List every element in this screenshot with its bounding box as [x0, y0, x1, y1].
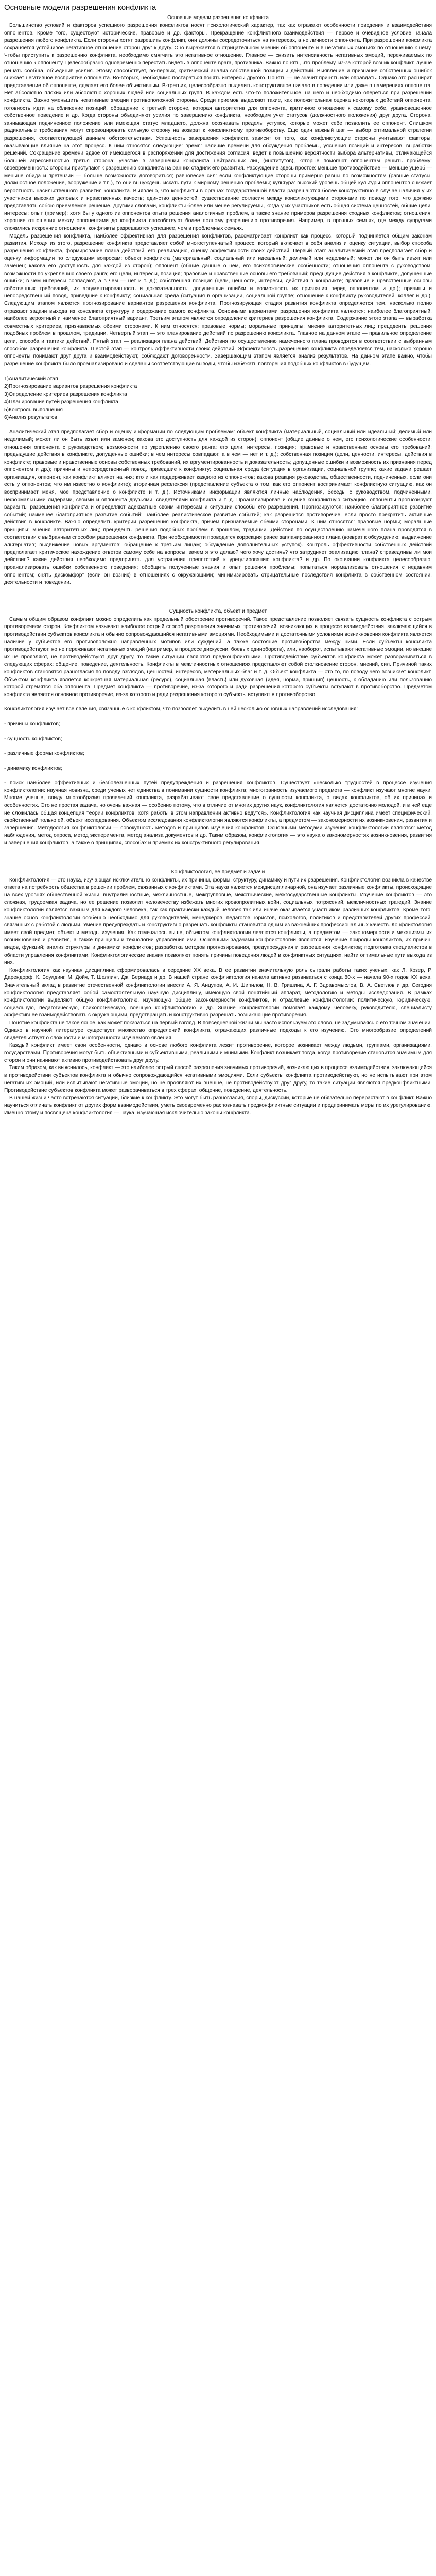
bullet-item-3: - различные формы конфликтов;	[4, 751, 84, 757]
section3-paragraph-4: Каждый конфликт имеет свои особенности, однако в основе любого конфликта лежит противоречие, которое возникает между людьми, группами, организациями, государствами. Противоречия могут быть объективными и субъективными, реальными и мнимыми. Конфликт возникает тогда, когда противоречие становится значимым для сторон и они начинают активно противодействовать друг другу.	[4, 1042, 432, 1063]
section3-paragraph-5: Таким образом, как выяснилось, конфликт — это наиболее острый способ разрешения значимых противоречий, возникающих в процессе взаимодействия, заключающийся в противодействии субъектов конфликта и обычно сопровождающийся негативными эмоциями. Если субъекты конфликта противодействуют, но не испытывают при этом негативных эмоций, или испытывают негативные эмоции, но не проявляют их внешне, не противодействуют друг другу, то такие ситуации являются предконфликтными. Противодействие субъектов конфликта может разворачиваться в трех сферах: общение, поведение, деятельность.	[4, 1065, 432, 1094]
section3-paragraph-2: Конфликтология как научная дисциплина сформировалась в середине XX века. В ее развитии значительную роль сыграли работы таких ученых, как Л. Козер, Р. Дарендорф, К. Боулдинг, М. Дойч, Т. Шеллинг, Дж. Бернард и др. В нашей стране конфликтология начала активно развиваться с конца 80-х — начала 90-х годов XX века. Значительный вклад в развитие отечественной конфликтологии внесли А. Я. Анцупов, А. И. Шипилов, Н. В. Гришина, А. Г. Здравомыслов, В. А. Светлов и др. Сегодня конфликтология представляет собой самостоятельную научную дисциплину, имеющую свой понятийный аппарат, методологию и методы исследования. В рамках конфликтологии выделяют общую конфликтологию, изучающую общие закономерности конфликтов, и отраслевые конфликтологии: политическую, юридическую, социальную, педагогическую, психологическую, военную конфликтологию и др. Знание конфликтологии помогает каждому человеку, руководителю, специалисту эффективнее взаимодействовать с окружающими, предотвращать и конструктивно разрешать возникающие противоречия.	[4, 967, 432, 1019]
section2-intro: Конфликтология изучает все явления, связанные с конфликтом, что позволяет выделить в ней несколько основных направлений исследования:	[4, 706, 358, 713]
bullet-item-2: - сущность конфликтов;	[4, 736, 62, 742]
steps-list	[4, 375, 432, 421]
step-item-5: 5)Контроль выполнения	[4, 407, 63, 413]
bullet-item-4: - динамику конфликтов;	[4, 765, 63, 771]
step-item-6: 6)Анализ результатов	[4, 415, 57, 421]
bullet-item-5: - поиск наиболее эффективных и безболезненных путей предупреждения и разрешения конфликтов. Существует «несколько трудностей в процессе изучения конфликтологии: научная новизна, среди ученых нет единства в понимании сущности конфликта; многогранность изучаемого предмета — конфликт изучают многие науки. Многие ученые, ввиду многообразия проявлений конфликта, разрабатывают свое представление о сущности конфликта, о видах конфликтов, об их причинах и особенностях. Это не простая задача, но очень важная — особенно потому, что в отличие от многих других наук, конфликтология является достаточно молодой, и в ней еще не сложилась общая концепция теории конфликтов, хотя работы в этом направлении активно ведутся». Конфликтология как научная дисциплина имеет специфический, свойственный только ей, объект исследования. Объектом исследования конфликтологии являются конфликты, а предметом — закономерности их возникновения, развития и завершения. Методология конфликтологии — совокупность методов и принципов изучения конфликтов. Основными методами изучения конфликтологии являются: метод наблюдения, метод опроса, метод эксперимента, метод анализа документов и др. Таким образом, конфликтология — это наука о закономерностях возникновения, развития и завершения конфликтов, а также о принципах, способах и приемах их конструктивного регулирования.	[4, 780, 432, 846]
step-item-3: 3)Определение критериев разрешения конфликта	[4, 392, 127, 398]
step-item-1: 1)Аналитический этап	[4, 376, 58, 382]
step-item-2: 2)Прогнозирование вариантов разрешения конфликта	[4, 384, 137, 390]
section1-paragraph-3: Аналитический этап предполагает сбор и оценку информации по следующим проблемам: объект конфликта (материальный, социальный или идеальный; делимый или неделимый; может ли он быть изъят или заменен; какова его доступность для каждой из сторон); оппонент (общие данные о нем, его психологические особенности; отношения оппонента с руководством; возможности по укреплению своего ранга; его цели, интересы, позиция; правовые и нравственные основы его требований; предыдущие действия в конфликте, допущенные ошибки; в чем интересы совпадают, а в чем — нет и т. д.); собственная позиция (цели, ценности, интересы, действия в конфликте; правовые и нравственные основы собственных требований, их аргументированность и доказательность; допущенные ошибки и возможность их признания перед оппонентом и др.); причины и непосредственный повод, приведшие к конфликту; социальная среда (ситуация в организации, социальной группе; какие задачи решает организация, оппонент, как конфликт влияет на них; кто и как поддерживает каждого из оппонентов; какова реакция руководства, общественности, подчиненных, если они есть у оппонентов; что им известно о конфликте); вторичная рефлексия (представление субъекта о том, как его оппонент воспринимает конфликтную ситуацию, как он воспринимает меня, мое представление о конфликте и т. д.). Источниками информации являются личные наблюдения, беседы с руководством, подчиненными, неформальными лидерами, своими и оппонента друзьями, свидетелями конфликта и т. д. Проанализировав и оценив конфликтную ситуацию, оппоненты прогнозируют варианты разрешения конфликта и определяют адекватные своим интересам и ситуации способы его разрешения. Прогнозируются: наиболее благоприятное развитие событий; наименее благоприятное развитие событий; наиболее реалистическое развитие событий; как разрешится противоречие, если просто прекратить активные действия в конфликте. Важно определить критерии разрешения конфликта, причем признаваемые обеими сторонами. К ним относятся: правовые нормы; моральные принципы; мнения авторитетных лиц; прецеденты решения подобных проблем в прошлом, традиции. Действия по осуществлению намеченного плана проводятся в соответствии с выбранным способом разрешения конфликта. При необходимости проводится коррекция ранее запланированного плана (возврат к обсуждению; выдвижение альтернатив; выдвижение новых аргументов; обращение к третьим лицам; обсуждение дополнительных уступок). Контроль эффективности собственных действий предполагает критическое нахождение ответов самому себе на вопросы: зачем я это делаю? чего хочу достичь? что затрудняет реализацию плана? справедливы ли мои действия? какие действия необходимо предпринять для устранения препятствий к урегулированию конфликта? и др. По окончании конфликта целесообразно: проанализировать ошибки собственного поведения; обобщить полученные знания и опыт решения проблемы; попытаться нормализовать отношения с недавним оппонентом; снять дискомфорт (если он возник) в отношениях с окружающими; минимизировать отрицательные последствия конфликта в собственном состоянии, деятельности и поведении.	[4, 429, 432, 586]
section1-paragraph-1: Большинство условий и факторов успешного разрешения конфликтов носят психологический характер, так как отражают особенности поведения и взаимодействия оппонентов. Кроме того, существуют исторические, правовые и др. факторы. Прекращение конфликтного взаимодействия — первое и очевидное условие начала разрешения любого конфликта. Если стороны хотят разрешить конфликт, они должны сосредоточиться на интересах, а не личности оппонента. При разрешении конфликта сохраняется устойчивое негативное отношение сторон друг к другу. Оно выражается в отрицательном мнении об оппоненте и в негативных эмоциях по отношению к нему. Чтобы приступить к разрешению конфликта, необходимо смягчить это негативное отношение. Главное — снизить интенсивность негативных эмоций, переживаемых по отношению к оппоненту. Целесообразно одновременно перестать видеть в оппоненте врага, противника. Важно понять, что проблему, из-за которой возник конфликт, лучше решать сообща, объединив усилия. Этому способствует, во-первых, критический анализ собственной позиции и действий. Выявление и признание собственных ошибок снижает негативное восприятие оппонента. Во-вторых, необходимо постараться понять интересы другого. Понять — не значит принять или оправдать. Однако это расширит представление об оппоненте, сделает его более объективным. В-третьих, целесообразно выделить конструктивное начало в поведении или даже в намерениях оппонента. Нет абсолютно плохих или абсолютно хороших людей или социальных групп. В каждом есть что-то положительное, на него и необходимо опереться при разрешении конфликта. Важно уменьшить негативные эмоции противоположной стороны. Среди приемов выделяют такие, как положительная оценка некоторых действий оппонента, готовность идти на сближение позиций, обращение к третьей стороне, которая авторитетна для оппонента, критичное отношение к самому себе, уравновешенное собственное поведение и др. Когда стороны объединяют усилия по завершению конфликта, необходим учет статусов (должностного положения) друг друга. Сторона, занимающая подчиненное положение или имеющая статус младшего, должна осознавать пределы уступок, которые может себе позволить ее оппонент. Слишком радикальные требования могут спровоцировать сильную сторону на возврат к конфликтному противоборству. Еще один важный шаг — выбор оптимальной стратегии разрешения, соответствующей данным обстоятельствам. Успешность завершения конфликта зависит от того, как конфликтующие стороны учитывают факторы, оказывающие влияние на этот процесс. К ним относятся следующие: время: наличие времени для обсуждения проблемы, уяснения позиций и интересов, выработки решений. Сокращение времени вдвое от имеющегося в распоряжении для достижения согласия, ведет к повышению вероятности выбора альтернативы, отличающейся большей агрессивностью третья сторона: участие в завершении конфликта нейтральных лиц (институтов), которые помогают оппонентам решить проблему; своевременность: стороны приступают к разрешению конфликта на ранних стадиях его развития. Рассуждение здесь простое: меньше противодействие — меньше ущерб — меньше обида и претензии — больше возможности договориться; равновесие сил: если конфликтующие стороны примерно равны по возможностям (равные статусы, должностное положение, вооружение и т.п.), то они вынуждены искать пути к мирному решению проблемы; культура: высокий уровень общей культуры оппонентов снижает вероятность насильственного развития конфликта. Выявлено, что конфликты в органах государственной власти разрешаются более конструктивно в случае наличия у их участников высоких деловых и нравственных качеств; единство ценностей: существование согласия между конфликтующими сторонами по поводу того, что должно представлять собою приемлемое решение. Другими словами, конфликты более или менее регулируемы, когда у их участников есть общая система ценностей, общие цели, интересы; опыт (пример): хотя бы у одного из оппонентов опыта решения аналогичных проблем, а также знание примеров разрешения сходных конфликтов; отношения: хорошие отношения между оппонентами до конфликта способствуют более полному разрешению противоречия. Например, в прочных семьях, где между супругами сложились искренние отношения, конфликты разрешаются успешнее, чем в проблемных семьях.	[4, 23, 432, 232]
page-title: Основные модели разрешения конфликта	[4, 3, 156, 12]
section3-paragraph-6: В нашей жизни часто встречаются ситуации, близкие к конфликту. Это могут быть разногласия, споры, дискуссии, которые не обязательно перерастают в конфликт. Важно научиться отличать конфликт от других форм взаимодействия, уметь своевременно распознавать предконфликтные ситуации и предпринимать меры по их урегулированию. Именно этому и посвящена конфликтология — наука, изучающая исключительно законы конфликта.	[4, 1095, 432, 1116]
step-item-4: 4)Планирование путей разрешения конфликта	[4, 399, 118, 405]
section1-subtitle: Основные модели разрешения конфликта	[167, 15, 269, 21]
bullet-item-1: - причины конфликтов;	[4, 721, 60, 727]
document-page	[0, 0, 436, 1117]
section2-title: Сущность конфликта, объект и предмет	[169, 608, 267, 614]
section3-title: Конфликтология, ее предмет и задачи	[171, 869, 265, 875]
section3-paragraph-1: Конфликтология — это наука, изучающая исключительно конфликты, их причины, формы, структуру, динамику и пути их разрешения. Конфликтология возникла в качестве ответа на потребность общества в решении проблем, связанных с конфликтами. Эта наука является междисциплинарной, она изучает различные конфликты, происходящие на всех уровнях общественной жизни: внутриличностные, межличностные, межгрупповые, межэтнические, межгосударственные конфликты. Изучение конфликтов — это сложная, трудоемкая задача, но ее решение позволит человечеству избежать многих кровопролитных войн, социальных потрясений, межличностных трагедий. Знание конфликтологии является важным для каждого человека, так как практически каждый человек так или иначе оказывается участником различных конфликтов. Кроме того, знание основ конфликтологии особенно необходимо для руководителей, менеджеров, педагогов, юристов, психологов, политиков и представителей других профессий, связанных с работой с людьми. Умение предупреждать и конструктивно разрешать конфликты становится одним из важнейших профессиональных качеств. Конфликтология имеет свой предмет, объект и методы изучения. Как отмечалось выше, объектом конфликтологии являются конфликты, а предметом — закономерности и механизмы их возникновения и развития, а также принципы и технологии управления ими. Основными задачами конфликтологии являются: изучение природы конфликтов, их причин, видов, функций; анализ структуры и динамики конфликтов; разработка методов прогнозирования, предупреждения и разрешения конфликтов; подготовка специалистов в области управления конфликтами. Конфликтологические знания позволяют понять причины поведения людей в конфликтных ситуациях, найти оптимальные пути выхода из них.	[4, 877, 432, 966]
section2-paragraph-1: Самым общим образом конфликт можно определить как предельный обострение противоречий. Такое представление позволяет связать сущность конфликта с острым противоречием сторон. Конфликтом называют наиболее острый способ разрешения значимых противоречий, возникающих в процессе взаимодействия, заключающийся в противодействии субъектов конфликта и обычно сопровождающийся негативными эмоциями. Необходимыми и достаточными условиями возникновения конфликта является наличие у субъектов его противоположно направленных мотивов или суждений, а также состояние противоборства между ними. Если субъекты конфликта противодействуют, но не переживают негативных эмоций (например, в процессе дискуссии, боевых единоборств), или, наоборот, испытывают негативные эмоции, но внешне их не проявляют, не противодействуют друг другу, то такие ситуации являются предконфликтными. Противодействие субъектов конфликта может разворачиваться в следующих сферах: общение, поведение, деятельность. Конфликты в межличностных отношениях представляют собой столкновение сторон, мнений, сил. Причиной таких конфликтов становятся разногласия по поводу взглядов, ценностей, интересов, материальных благ и т. д. Объект конфликта — это то, по поводу чего возникает конфликт. Объектом конфликта является конкретная материальная (ресурс), социальная (власть) или духовная (идея, норма, принцип) ценность, к обладанию или пользованию которой стремятся оба оппонента. Предмет конфликта — противоречие, из-за которого и ради разрешения которого субъекты вступают в противоборство. Предметом конфликта является основное противоречие, из-за которого и ради разрешения которого субъекты вступают в противоборство.	[4, 616, 432, 698]
section1-paragraph-2: Модель разрешения конфликта, наиболее эффективная для разрешения конфликтов, рассматривает конфликт как процесс, который подчиняется общим законам развития. Исходя из этого, разрешение конфликта представляет собой многоступенчатый процесс, который включает в себя анализ и оценку ситуации, выбор способа разрешения конфликта, формирование плана действий, его реализацию, оценку эффективности своих действий. Первый этап: аналитический этап предполагает сбор и оценку информации по следующим вопросам: объект конфликта (материальный, социальный или идеальный; делимый или неделимый; может ли он быть изъят или заменен; какова его доступность для каждой из сторон); оппонент (общие данные о нем, его психологические особенности; отношения оппонента с руководством; возможности по укреплению своего ранга; его цели, интересы, позиция; правовые и нравственные основы его требований; предыдущие действия в конфликте, допущенные ошибки; в чем интересы совпадают, а в чем — нет и т. д.); собственная позиция (цели, ценности, интересы, действия в конфликте; правовые и нравственные основы собственных требований, их аргументированность и доказательность; допущенные ошибки и возможность их признания перед оппонентом и др.); причины и непосредственный повод, приведшие к конфликту; социальная среда (ситуация в организации, социальной группе; отношение к конфликту руководителей, коллег и др.). Следующим этапом является прогнозирование вариантов разрешения конфликта. Прогнозирующая стадия развития конфликта определяется тем, насколько полно отражают задачи выхода из конфликта структуру и содержание самого конфликта. Основными вариантами разрешения конфликта являются: наиболее благоприятный, наиболее вероятный и наименее благоприятный вариант. Третьим этапом является определение критериев разрешения конфликта. Содержание этого этапа — выработка совместных критериев, признаваемых обеими сторонами. К ним относятся: правовые нормы; моральные принципы; мнения авторитетных лиц; прецеденты решения подобных проблем в прошлом, традиции. Четвертый этап — это планирование действий по разрешению конфликта. Главное на данном этапе — правильное определение цели, способа и тактики действий. Пятый этап — реализация плана действий. Действия по осуществлению намеченного плана проводятся в соответствии с выбранным способом разрешения конфликта. Шестой этап — контроль эффективности своих действий. Эффективность разрешения конфликта определяется тем, насколько хорошо оппоненты понимают друг друга и взаимодействуют, соблюдают договоренности. Завершающим этапом является анализ результатов. На данном этапе важно, чтобы разрешение конфликта было проанализировано и сделаны соответствующие выводы, чтобы избежать повторения подобных конфликтов в будущем.	[4, 233, 432, 367]
section3-paragraph-3: Понятие конфликта не такое ясное, как может показаться на первый взгляд. В повседневной жизни мы часто используем это слово, не задумываясь о его точном значении. Однако в научной литературе существует множество определений конфликта, отражающих различные подходы к его изучению. Это многообразие определений свидетельствует о сложности и многогранности изучаемого явления.	[4, 1020, 432, 1041]
